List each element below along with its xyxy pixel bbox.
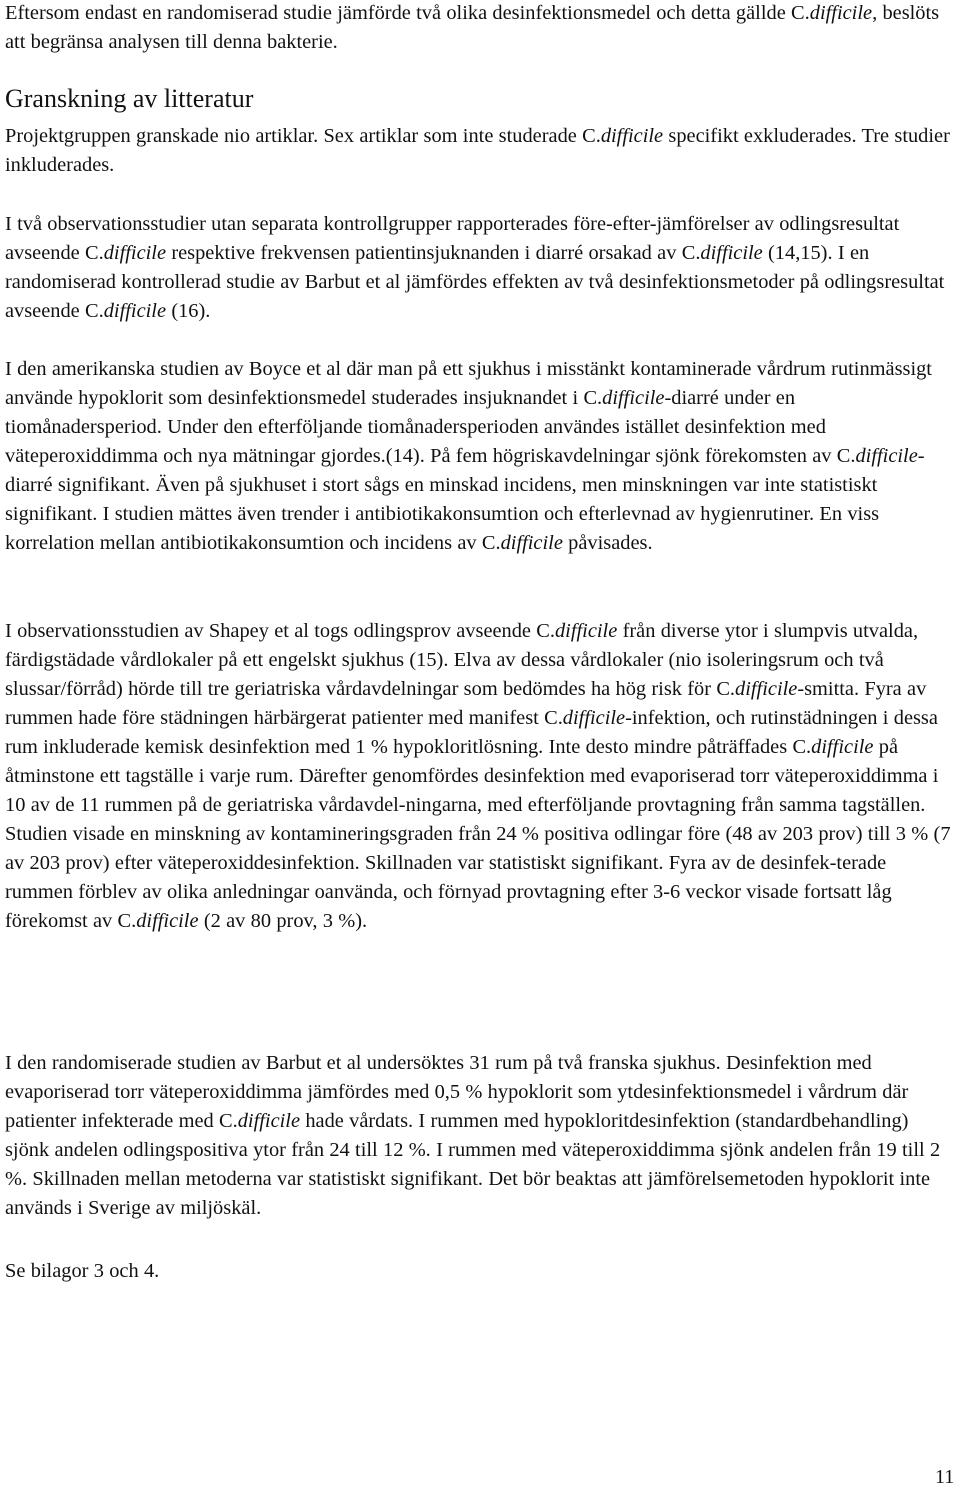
page-number: 11 [935,1466,955,1488]
italic-species-name: difficile [602,387,665,409]
italic-species-name: difficile [735,678,798,700]
text-segment: I observationsstudien av Shapey et al togs odlingsprov avseende C. [5,620,555,642]
text-segment: Se bilagor 3 och 4. [5,1260,160,1282]
section-heading: Granskning av litteratur [5,84,254,113]
italic-species-name: difficile [103,242,167,264]
text-segment: hade vårdats. I rummen med hypokloritdesinfektion (standardbehandling) sjönk andelen odlingspositiva ytor från 24 till 12 %. I rummen med väteperoxiddimma sjönk andelen från 19 till 2 %. Skillnaden mellan metoderna var statistiskt signifikant. Det bör beaktas att jämförelsemetoden hypoklorit inte används i Sverige av miljöskäl. [5,1110,941,1219]
text-segment: specifikt exkluderades. Tre studier inkluderades. [5,125,950,176]
italic-species-name: difficile [237,1110,301,1132]
italic-species-name: difficile [855,445,918,467]
italic-species-name: difficile [809,2,873,24]
text-segment: I två observationsstudier utan separata kontrollgrupper rapporterades före-efter-jämförelser av odlingsresultat avseende C. [5,213,900,264]
text-segment: påvisades. [562,532,653,554]
text-segment: Projektgruppen granskade nio artiklar. Sex artiklar som inte studerade C. [5,125,601,147]
italic-species-name: difficile [500,532,563,554]
text-segment: -infektion, och rutinstädningen i dessa rum inkluderade kemisk desinfektion med 1 % hypokloritlösning. Inte desto mindre påträffades C. [5,707,938,758]
text-segment: -diarré signifikant. Även på sjukhuset i stort sågs en minskad incidens, men minskningen var inte statistiskt signifikant. I studien mättes även trender i antibiotikakonsumtion och efterlevnad av hygienrutiner. En viss korrelation mellan antibiotikakonsumtion och incidens av C. [5,445,925,554]
paragraph-appendix-reference [5,1257,159,1286]
text-segment: I den amerikanska studien av Boyce et al där man på ett sjukhus i misstänkt kontaminerade vårdrum rutinmässigt använde hypoklorit som desinfektionsmedel studerades insjuknandet i C. [5,358,932,409]
text-segment: på åtminstone ett tagställe i varje rum. Därefter genomfördes desinfektion med evaporiserad torr väteperoxiddimma i 10 av de 11 rummen på de geriatriska vårdavdel-ningarna, med efterföljande provtagning från samma tagställen. Studien visade en minskning av kontamineringsgraden från 24 % positiva odlingar före (48 av 203 prov) till 3 % (7 av 203 prov) efter väteperoxiddesinfektion. Skillnaden var statistiskt signifikant. Fyra av de desinfek-terade rummen förblev av olika anledningar oanvända, och förnyad provtagning efter 3-6 veckor visade fortsatt låg förekomst av C. [5,736,951,932]
italic-species-name: difficile [103,300,167,322]
paragraph-shapey-study [5,617,955,936]
paragraph-boyce-study [5,355,955,558]
paragraph-scope [5,122,955,180]
italic-species-name: difficile [554,620,618,642]
text-segment: , beslöts att begränsa analysen till denna bakterie. [5,2,940,53]
paragraph-study-overview [5,210,955,326]
text-segment: (14,15). I en randomiserad kontrollerad studie av Barbut et al jämfördes effekten av två desinfektionsmetoder på odlingsresultat avseende C. [5,242,945,322]
text-segment: (16). [166,300,211,322]
text-segment: respektive frekvensen patientinsjuknanden i diarré orsakad av C. [166,242,701,264]
italic-species-name: difficile [562,707,626,729]
intro-paragraph [5,0,955,57]
text-segment: -smitta. Fyra av rummen hade före städningen härbärgerat patienter med manifest C. [5,678,927,729]
italic-species-name: difficile [136,910,199,932]
text-segment: Eftersom endast en randomiserad studie jämförde två olika desinfektionsmedel och detta gällde C. [5,2,810,24]
italic-species-name: difficile [811,736,874,758]
text-segment: (2 av 80 prov, 3 %). [198,910,368,932]
text-segment: -diarré under en tiomånadersperiod. Under den efterföljande tiomånadersperioden användes istället desinfektion med väteperoxiddimma och nya mätningar gjordes.(14). På fem högriskavdelningar sjönk förekomsten av C. [5,387,856,467]
italic-species-name: difficile [700,242,763,264]
text-segment: från diverse ytor i slumpvis utvalda, färdigstädade vårdlokaler på ett engelskt sjukhus (15). Elva av dessa vårdlokaler (nio isoleringsrum och två slussar/förråd) hörde till tre geriatriska vårdavdelningar som bedömdes ha hög risk för C. [5,620,919,700]
paragraph-barbut-study [5,1049,955,1223]
text-segment: I den randomiserade studien av Barbut et al undersöktes 31 rum på två franska sjukhus. Desinfektion med evaporiserad torr väteperoxiddimma jämfördes med 0,5 % hypoklorit som ytdesinfektionsmedel i vårdrum där patienter infekterade med C. [5,1052,909,1132]
italic-species-name: difficile [600,125,664,147]
